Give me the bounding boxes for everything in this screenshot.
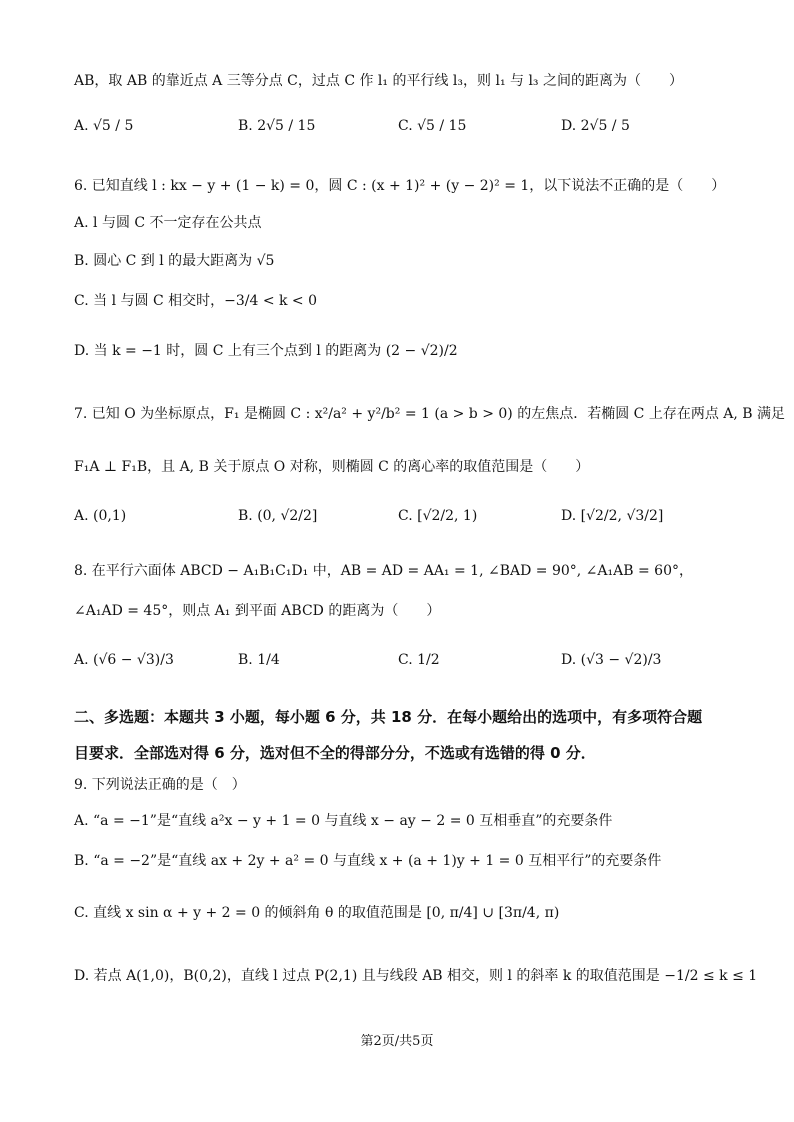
q6-option-c: C. 当 l 与圆 C 相交时，−3/4 < k < 0	[74, 293, 318, 309]
q7-option-c: C. [√2/2, 1)	[398, 508, 478, 524]
q8-option-b: B. 1/4	[238, 652, 280, 668]
q7-option-d: D. [√2/2, √3/2]	[561, 508, 664, 524]
q9-option-d: D. 若点 A(1,0)，B(0,2)，直线 l 过点 P(2,1) 且与线段 AB 相交，则 l 的斜率 k 的取值范围是 −1/2 ≤ k ≤ 1	[74, 968, 758, 984]
q7-option-b: B. (0, √2/2]	[238, 508, 318, 524]
q5-option-d: D. 2√5 / 5	[561, 118, 630, 134]
q8-option-d: D. (√3 − √2)/3	[561, 652, 662, 668]
q5-option-c: C. √5 / 15	[398, 118, 467, 134]
q5-options	[74, 118, 754, 158]
q6-option-a: A. l 与圆 C 不一定存在公共点	[74, 215, 262, 231]
q5-option-b: B. 2√5 / 15	[238, 118, 316, 134]
q9-option-c: C. 直线 x sin α + y + 2 = 0 的倾斜角 θ 的取值范围是 [0, π/4] ∪ [3π/4, π)	[74, 905, 560, 921]
page-footer: 第2页/共5页	[360, 1034, 434, 1049]
q5-stem-continuation: AB，取 AB 的靠近点 A 三等分点 C，过点 C 作 l₁ 的平行线 l₃，则 l₁ 与 l₃ 之间的距离为（ ）	[74, 73, 683, 89]
q9-stem: 9. 下列说法正确的是（ ）	[74, 777, 246, 793]
q8-stem-1: 8. 在平行六面体 ABCD − A₁B₁C₁D₁ 中，AB = AD = AA₁ = 1, ∠BAD = 90°, ∠A₁AB = 60°，	[74, 563, 693, 579]
q8-options	[74, 652, 754, 692]
q7-stem-1: 7. 已知 O 为坐标原点，F₁ 是椭圆 C : x²/a² + y²/b² = 1 (a > b > 0) 的左焦点．若椭圆 C 上存在两点 A, B 满足	[74, 406, 786, 422]
q6-option-d: D. 当 k = −1 时，圆 C 上有三个点到 l 的距离为 (2 − √2)/2	[74, 343, 458, 359]
q8-stem-2: ∠A₁AD = 45°，则点 A₁ 到平面 ABCD 的距离为（ ）	[74, 603, 441, 619]
q8-option-c: C. 1/2	[398, 652, 440, 668]
section2-heading-1: 二、多选题：本题共 3 小题，每小题 6 分，共 18 分．在每小题给出的选项中，有多项符合题	[74, 708, 703, 726]
q7-option-a: A. (0,1)	[74, 508, 127, 524]
q5-option-a: A. √5 / 5	[74, 118, 134, 134]
q9-option-a: A. “a = −1”是“直线 a²x − y + 1 = 0 与直线 x − ay − 2 = 0 互相垂直”的充要条件	[74, 813, 613, 829]
q7-options	[74, 508, 754, 548]
q9-option-b: B. “a = −2”是“直线 ax + 2y + a² = 0 与直线 x + (a + 1)y + 1 = 0 互相平行”的充要条件	[74, 853, 662, 869]
q6-stem: 6. 已知直线 l : kx − y + (1 − k) = 0，圆 C : (x + 1)² + (y − 2)² = 1，以下说法不正确的是（ ）	[74, 178, 726, 194]
q8-option-a: A. (√6 − √3)/3	[74, 652, 174, 668]
q7-stem-2: F₁A ⊥ F₁B，且 A, B 关于原点 O 对称，则椭圆 C 的离心率的取值范围是（ ）	[74, 459, 590, 475]
q6-option-b: B. 圆心 C 到 l 的最大距离为 √5	[74, 253, 275, 269]
section2-heading-2: 目要求．全部选对得 6 分，选对但不全的得部分分，不选或有选错的得 0 分．	[74, 744, 596, 762]
